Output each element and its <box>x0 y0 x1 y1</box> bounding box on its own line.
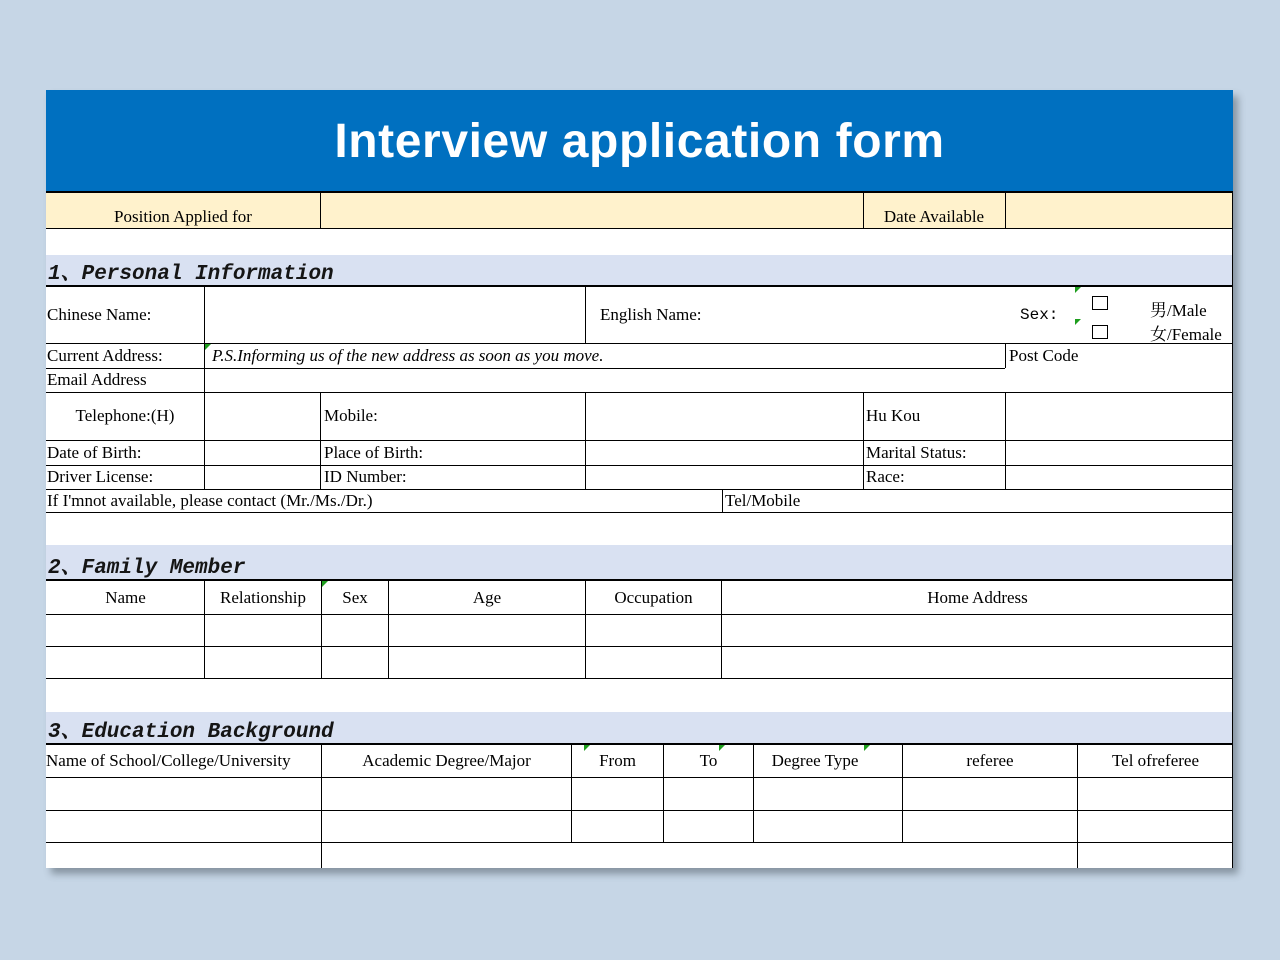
family-cell[interactable] <box>389 647 585 678</box>
education-cell[interactable] <box>322 778 571 810</box>
education-col-academic-degree-major: Academic Degree/Major <box>362 751 531 770</box>
education-cell[interactable] <box>754 778 902 810</box>
family-col-home-address: Home Address <box>927 587 1028 607</box>
comment-indicator <box>205 344 211 350</box>
position-applied-field[interactable] <box>321 193 863 228</box>
form-title: Interview application form <box>334 114 945 168</box>
education-col-degree-type: Degree Type <box>771 751 859 770</box>
education-cell[interactable] <box>754 811 902 842</box>
position-applied-label: Position Applied for <box>114 207 252 226</box>
chinese-name-field[interactable] <box>205 287 585 343</box>
education-cell[interactable] <box>322 843 1077 868</box>
family-col-sex: Sex <box>342 587 368 607</box>
education-cell[interactable] <box>322 811 571 842</box>
place-of-birth-label: Place of Birth: <box>324 442 424 462</box>
family-cell[interactable] <box>205 615 321 646</box>
emergency-contact-label: If I'mnot available, please contact (Mr./Ms./Dr.) <box>47 490 373 510</box>
comment-indicator <box>584 745 590 751</box>
education-cell[interactable] <box>572 778 663 810</box>
date-available-field[interactable] <box>1006 193 1232 228</box>
contact-tel-field[interactable] <box>812 490 1232 512</box>
family-col-age: Age <box>472 587 502 607</box>
education-cell[interactable] <box>47 778 321 810</box>
education-cell[interactable] <box>47 811 321 842</box>
english-name-field[interactable] <box>712 287 1012 343</box>
family-col-occupation: Occupation <box>614 587 693 607</box>
family-cell[interactable] <box>47 647 204 678</box>
contact-tel-label: Tel/Mobile <box>725 490 801 510</box>
education-col-tel-ofreferee: Tel ofreferee <box>1111 751 1200 770</box>
family-cell[interactable] <box>586 615 721 646</box>
section-heading-family: 2、Family Member <box>48 557 246 580</box>
family-cell[interactable] <box>322 615 388 646</box>
id-number-field[interactable] <box>586 466 863 489</box>
comment-indicator <box>864 745 870 751</box>
chinese-name-label: Chinese Name: <box>47 304 152 324</box>
education-cell[interactable] <box>903 811 1077 842</box>
education-cell[interactable] <box>572 811 663 842</box>
family-cell[interactable] <box>389 615 585 646</box>
education-cell[interactable] <box>664 778 753 810</box>
title-banner <box>46 90 1233 192</box>
comment-indicator <box>719 745 725 751</box>
education-cell[interactable] <box>1078 811 1233 842</box>
email-field[interactable] <box>205 369 1005 392</box>
education-col-to: To <box>699 751 718 770</box>
telephone-label: Telephone:(H) <box>75 406 175 425</box>
education-cell[interactable] <box>1078 843 1233 868</box>
education-cell[interactable] <box>47 843 321 868</box>
emergency-contact-field[interactable] <box>410 490 722 512</box>
marital-status-label: Marital Status: <box>866 442 967 462</box>
sex-label: Sex: <box>1020 305 1059 324</box>
date-of-birth-field[interactable] <box>205 441 320 465</box>
place-of-birth-field[interactable] <box>586 441 863 465</box>
education-col-name-of-school-college-university: Name of School/College/University <box>46 751 291 770</box>
current-address-label: Current Address: <box>47 345 163 365</box>
date-available-label: Date Available <box>883 207 985 226</box>
driver-license-label: Driver License: <box>47 467 154 486</box>
family-cell[interactable] <box>205 647 321 678</box>
sex-male-label: 男/Male <box>1150 300 1207 320</box>
family-col-name: Name <box>105 587 146 607</box>
comment-indicator <box>1075 319 1081 325</box>
mobile-label: Mobile: <box>324 406 378 425</box>
education-cell[interactable] <box>903 778 1077 810</box>
sex-female-label: 女/Female <box>1150 324 1222 344</box>
mobile-field[interactable] <box>586 393 863 440</box>
family-cell[interactable] <box>586 647 721 678</box>
telephone-field[interactable] <box>205 393 320 440</box>
hukou-field[interactable] <box>1006 393 1232 440</box>
family-cell[interactable] <box>722 647 1233 678</box>
post-code-field[interactable] <box>1006 369 1232 392</box>
education-col-referee: referee <box>966 751 1014 770</box>
post-code-label: Post Code <box>1009 345 1079 365</box>
marital-status-field[interactable] <box>1006 441 1232 465</box>
family-cell[interactable] <box>722 615 1233 646</box>
date-of-birth-label: Date of Birth: <box>47 442 142 462</box>
driver-license-field[interactable] <box>205 466 320 489</box>
english-name-label: English Name: <box>600 304 702 324</box>
current-address-field[interactable]: P.S.Informing us of the new address as soon as you move. <box>212 346 604 365</box>
family-cell[interactable] <box>47 615 204 646</box>
education-cell[interactable] <box>664 811 753 842</box>
family-cell[interactable] <box>322 647 388 678</box>
section-heading-education: 3、Education Background <box>48 721 334 744</box>
education-col-from: From <box>599 751 636 770</box>
family-col-relationship: Relationship <box>220 587 306 607</box>
comment-indicator <box>322 581 328 587</box>
education-cell[interactable] <box>1078 778 1233 810</box>
section-heading-personal: 1、Personal Information <box>48 263 334 286</box>
race-field[interactable] <box>1006 466 1232 489</box>
race-label: Race: <box>866 467 905 486</box>
hukou-label: Hu Kou <box>866 406 921 425</box>
email-label: Email Address <box>47 370 147 389</box>
comment-indicator <box>1075 287 1081 293</box>
sex-female-checkbox[interactable] <box>1092 325 1108 339</box>
sex-male-checkbox[interactable] <box>1092 296 1108 310</box>
id-number-label: ID Number: <box>324 467 407 486</box>
